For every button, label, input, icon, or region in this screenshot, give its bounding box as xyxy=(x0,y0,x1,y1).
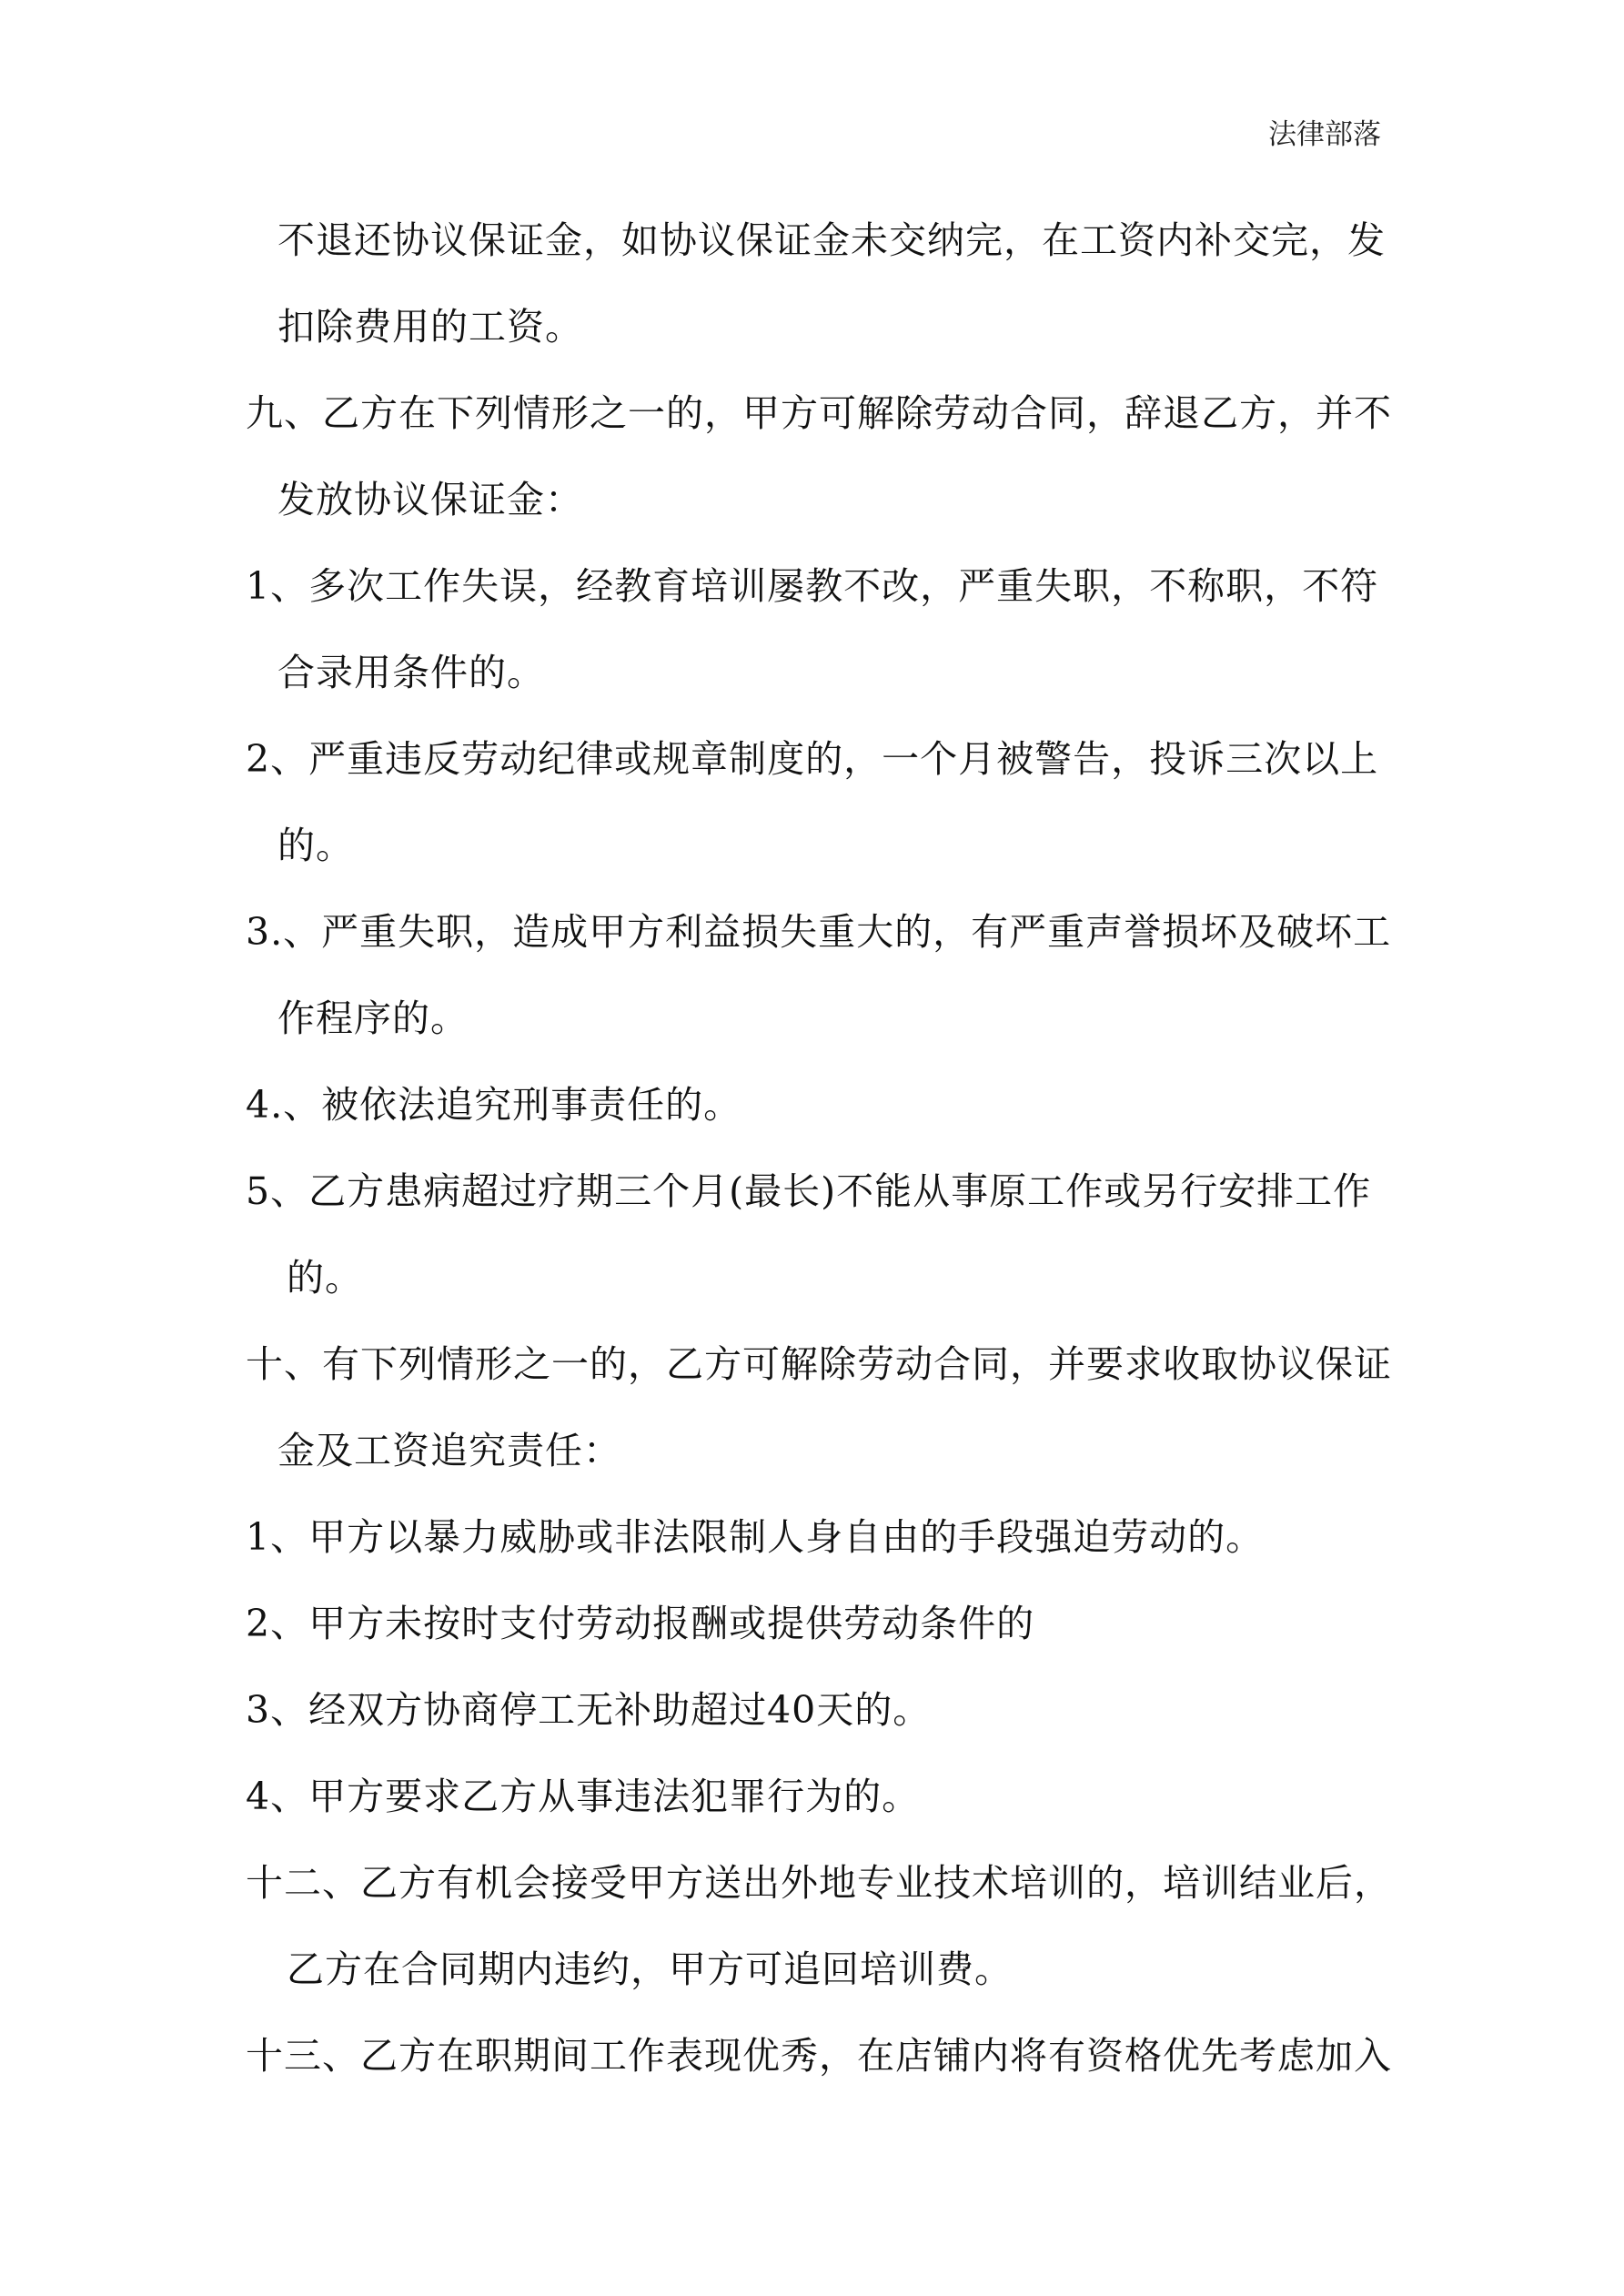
paragraph-line: 的。 xyxy=(287,1256,363,1300)
paragraph-line: 不退还协议保证金，如协议保证金未交纳完，在工资内补交完，发 xyxy=(277,218,1386,262)
clause-heading-9: 九、乙方在下列情形之一的，甲方可解除劳动合同，辞退乙方，并不 xyxy=(246,391,1392,435)
clause-heading-10: 十、有下列情形之一的，乙方可解除劳动合同，并要求收取协议保证 xyxy=(246,1342,1392,1386)
paragraph-line: 乙方在合同期内违约，甲方可追回培训费。 xyxy=(287,1947,1013,1991)
list-item-2: 2、严重违反劳动纪律或规章制度的，一个月被警告，投诉三次以上 xyxy=(246,737,1379,781)
list-item-4: 4.、被依法追究刑事责任的。 xyxy=(246,1083,742,1127)
list-item-3: 3.、严重失职，造成甲方利益损失重大的，有严重声誉损坏及破坏工 xyxy=(246,910,1392,954)
paragraph-line: 扣除费用的工资。 xyxy=(277,305,583,349)
paragraph-line: 的。 xyxy=(277,824,354,867)
list-item-1: 1、多次工作失误，经教育培训屡教不改，严重失职，不称职，不符 xyxy=(246,564,1379,608)
paragraph-line: 金及工资追究责任： xyxy=(277,1429,621,1472)
paragraph-line: 发放协议保证金： xyxy=(277,478,583,521)
paragraph-line: 合录用条件的。 xyxy=(277,651,545,694)
list-item-1: 1、甲方以暴力威胁或非法限制人身自由的手段强迫劳动的。 xyxy=(246,1515,1265,1559)
clause-heading-12: 十二、乙方有机会接受甲方送出外地专业技术培训的，培训结业后， xyxy=(246,1861,1392,1905)
list-item-3: 3、经双方协商停工无补助超过40天的。 xyxy=(246,1688,932,1732)
list-item-4: 4、甲方要求乙方从事违法犯罪行为的。 xyxy=(246,1775,921,1818)
list-item-2: 2、甲方未按时支付劳动报酬或提供劳动条件的 xyxy=(246,1602,1035,1645)
clause-heading-13: 十三、乙方在职期间工作表现优秀，在店铺内将有资格优先考虑加入 xyxy=(246,2034,1392,2078)
paragraph-line: 作程序的。 xyxy=(277,996,469,1040)
page-header: 法律部落 xyxy=(1268,118,1381,151)
list-item-5: 5、乙方患病超过疗期三个月(最长)不能从事原工作或另行安排工作 xyxy=(246,1169,1372,1213)
